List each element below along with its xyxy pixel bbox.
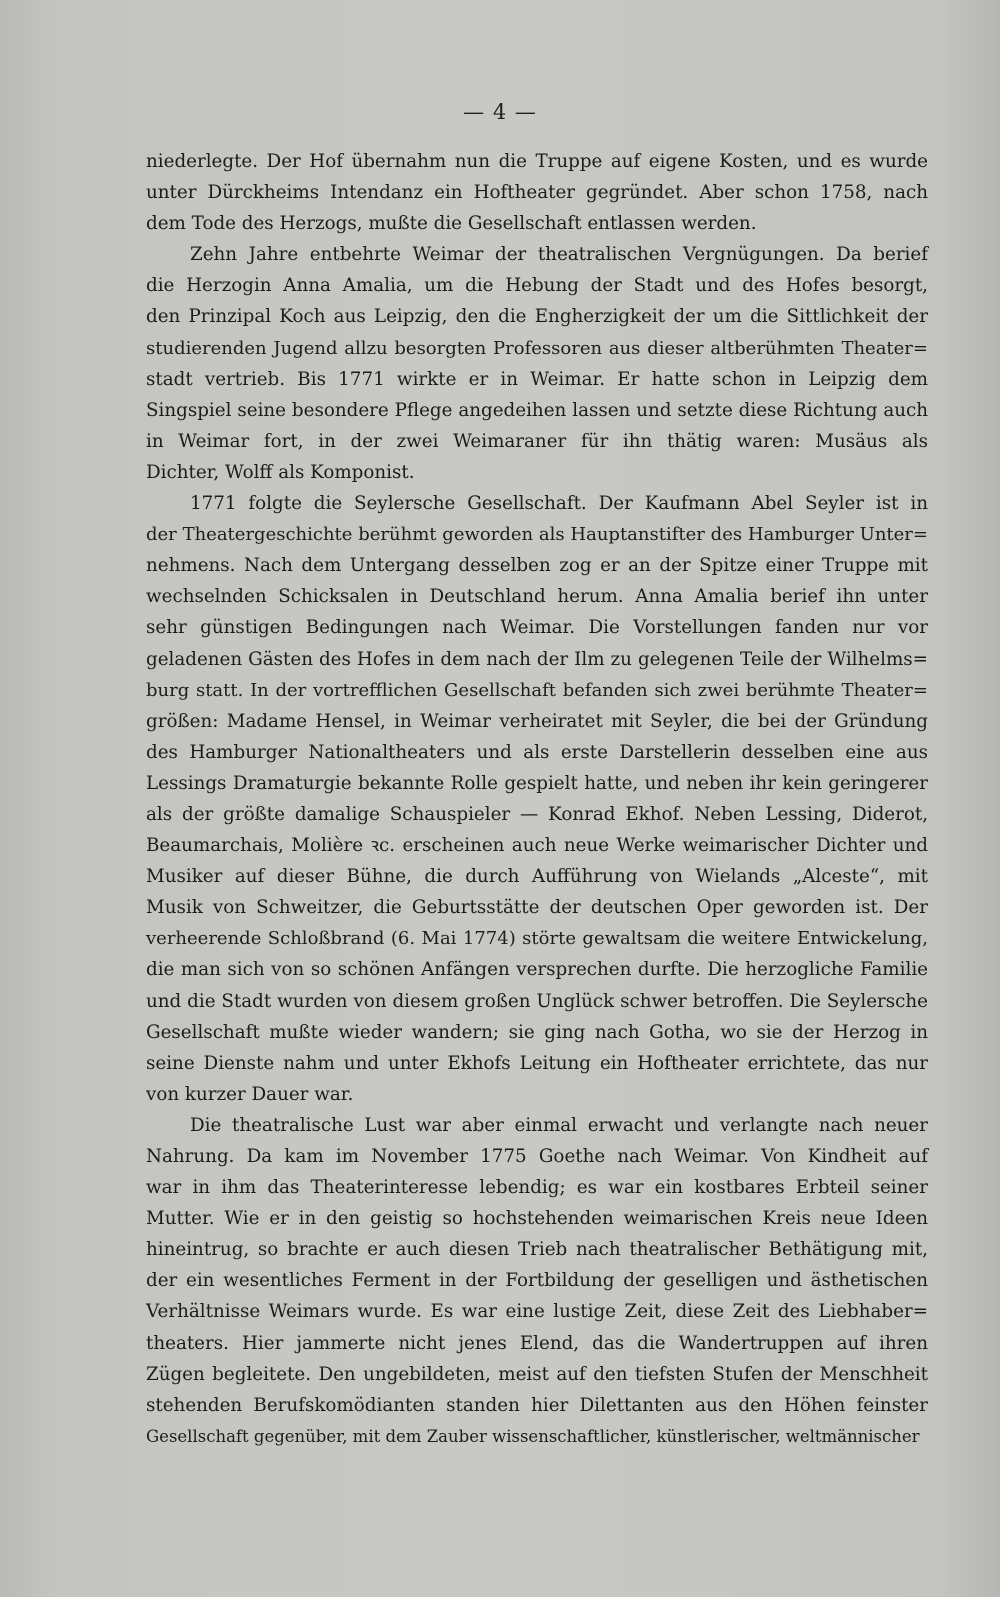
body-text [146,146,928,1452]
text-line: hineintrug, so brachte er auch diesen Trieb nach theatralischer Bethätigung mit, [146,1239,928,1261]
text-line: studierenden Jugend allzu besorgten Professoren aus dieser altberühmten Theater= [146,337,928,359]
text-line: Lessings Dramaturgie bekannte Rolle gespielt hatte, und neben ihr kein geringerer [146,772,928,794]
text-line: Singspiel seine besondere Pflege angedeihen lassen und setzte diese Richtung auch [146,399,928,421]
text-line: Gesellschaft mußte wieder wandern; sie ging nach Gotha, wo sie der Herzog in [146,1021,928,1043]
text-line: Zehn Jahre entbehrte Weimar der theatralischen Vergnügungen. Da berief [190,244,928,266]
text-line: die man sich von so schönen Anfängen versprechen durfte. Die herzogliche Familie [146,959,928,981]
page-number: — 4 — [463,100,537,124]
text-line: Musik von Schweitzer, die Geburtsstätte der deutschen Oper geworden ist. Der [146,897,928,919]
text-line: Die theatralische Lust war aber einmal erwacht und verlangte nach neuer [190,1114,928,1136]
text-line: Gesellschaft gegenüber, mit dem Zauber wissenschaftlicher, künstlerischer, weltmännischer [146,1426,920,1446]
text-line: theaters. Hier jammerte nicht jenes Elend, das die Wandertruppen auf ihren [146,1332,928,1354]
paragraph [146,1110,928,1452]
text-line: Verhältnisse Weimars wurde. Es war eine lustige Zeit, diese Zeit des Liebhaber= [146,1301,928,1323]
text-line: nehmens. Nach dem Untergang desselben zog er an der Spitze einer Truppe mit [146,555,928,577]
text-line: Mutter. Wie er in den geistig so hochstehenden weimarischen Kreis neue Ideen [146,1208,928,1230]
text-line: verheerende Schloßbrand (6. Mai 1774) störte gewaltsam die weitere Entwickelung, [146,928,928,950]
text-line: burg statt. In der vortrefflichen Gesellschaft befanden sich zwei berühmte Theater= [146,679,928,701]
text-line: seine Dienste nahm und unter Ekhofs Leitung ein Hoftheater errichtete, das nur [146,1052,928,1074]
text-line: dem Tode des Herzogs, mußte die Gesellschaft entlassen werden. [146,213,757,235]
text-line: Beaumarchais, Molière ꝛc. erscheinen auch neue Werke weimarischer Dichter und [146,835,928,857]
text-line: unter Dürckheims Intendanz ein Hoftheater gegründet. Aber schon 1758, nach [146,182,928,204]
text-line: größen: Madame Hensel, in Weimar verheiratet mit Seyler, die bei der Gründung [146,710,928,732]
paragraph [146,488,928,1110]
text-line: geladenen Gästen des Hofes in dem nach der Ilm zu gelegenen Teile der Wilhelms= [146,648,928,670]
text-line: Zügen begleitete. Den ungebildeten, meist auf den tiefsten Stufen der Menschheit [146,1363,928,1385]
text-line: der Theatergeschichte berühmt geworden als Hauptanstifter des Hamburger Unter= [146,524,928,546]
text-line: in Weimar fort, in der zwei Weimaraner für ihn thätig waren: Musäus als [146,430,928,452]
text-line: niederlegte. Der Hof übernahm nun die Truppe auf eigene Kosten, und es wurde [146,151,928,172]
text-line: 1771 folgte die Seylersche Gesellschaft. Der Kaufmann Abel Seyler ist in [190,493,928,515]
text-line: stehenden Berufskomödianten standen hier Dilettanten aus den Höhen feinster [146,1394,928,1416]
text-line: Dichter, Wolff als Komponist. [146,461,415,483]
text-line: und die Stadt wurden von diesem großen Unglück schwer betroffen. Die Seylersche [146,990,928,1012]
text-line: von kurzer Dauer war. [146,1083,354,1105]
text-line: die Herzogin Anna Amalia, um die Hebung der Stadt und des Hofes besorgt, [146,275,928,297]
text-line: sehr günstigen Bedingungen nach Weimar. Die Vorstellungen fanden nur vor [146,617,928,639]
text-line: wechselnden Schicksalen in Deutschland herum. Anna Amalia berief ihn unter [146,586,928,608]
text-line: den Prinzipal Koch aus Leipzig, den die Engherzigkeit der um die Sittlichkeit der [146,306,928,328]
text-line: der ein wesentliches Ferment in der Fortbildung der geselligen und ästhetischen [146,1270,928,1292]
text-line: des Hamburger Nationaltheaters und als erste Darstellerin desselben eine aus [146,741,928,763]
paragraph [146,146,928,239]
text-line: war in ihm das Theaterinteresse lebendig; es war ein kostbares Erbteil seiner [146,1177,928,1199]
text-line: als der größte damalige Schauspieler — Konrad Ekhof. Neben Lessing, Diderot, [146,803,928,825]
text-line: Musiker auf dieser Bühne, die durch Aufführung von Wielands „Alceste“, mit [146,866,928,888]
text-line: Nahrung. Da kam im November 1775 Goethe nach Weimar. Von Kindheit auf [146,1146,928,1167]
text-line: stadt vertrieb. Bis 1771 wirkte er in Weimar. Er hatte schon in Leipzig dem [146,368,928,390]
paragraph [146,239,928,488]
